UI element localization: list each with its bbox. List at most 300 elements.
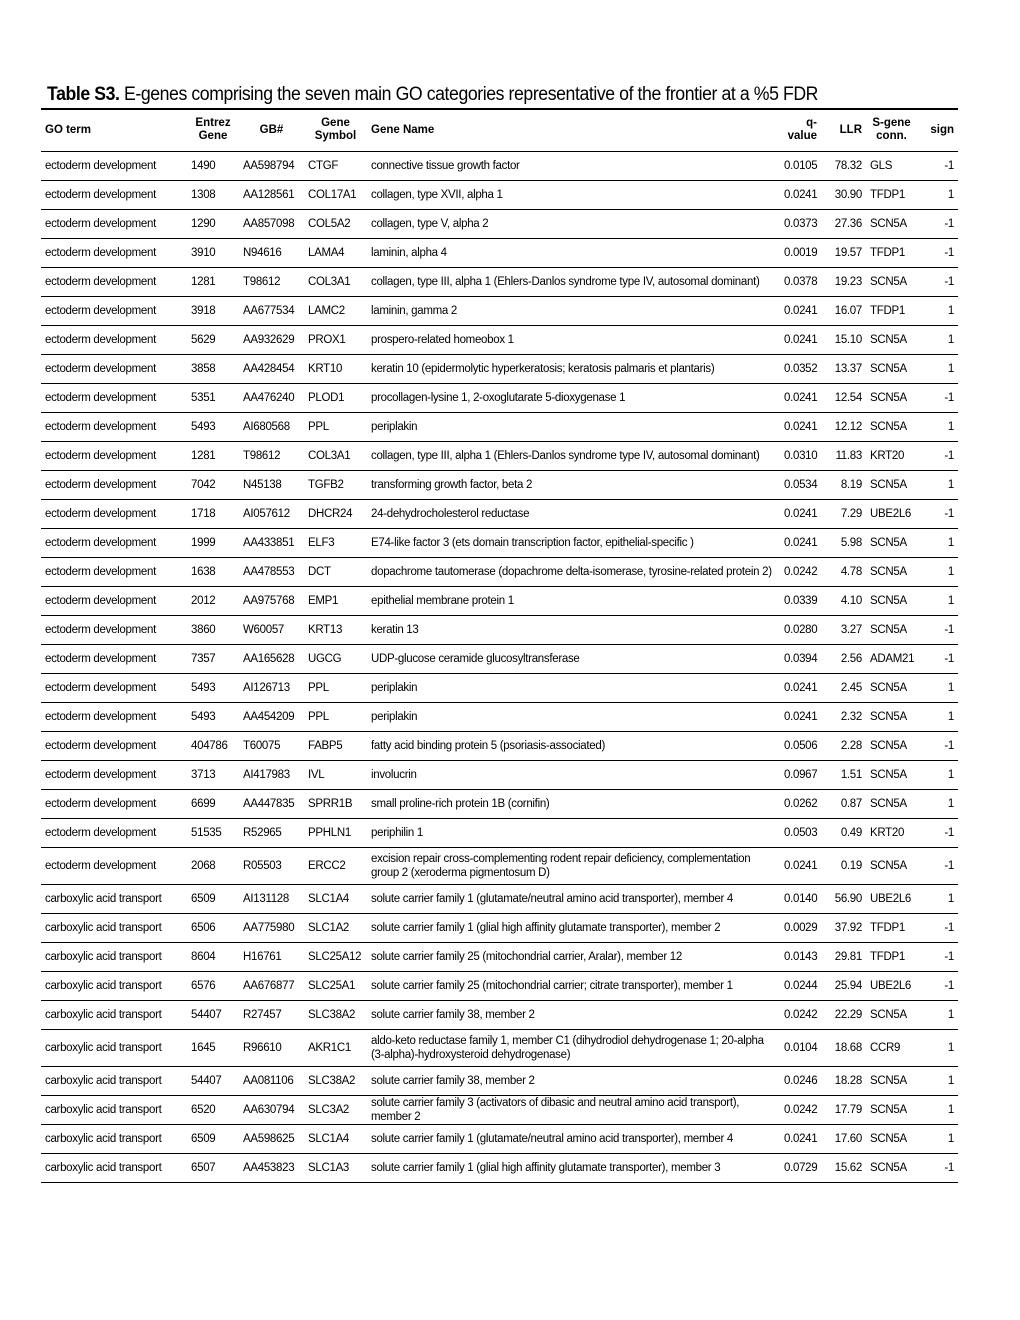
cell-gene-symbol: PPL [304, 702, 367, 731]
cell-entrez-gene: 1999 [187, 528, 239, 557]
cell-entrez-gene: 54407 [187, 1000, 239, 1029]
cell-sgene-conn: KRT20 [866, 441, 917, 470]
cell-sign: 1 [917, 1095, 958, 1124]
cell-gene-name: transforming growth factor, beta 2 [367, 470, 780, 499]
cell-sign: -1 [917, 913, 958, 942]
cell-sgene-conn: SCN5A [866, 702, 917, 731]
cell-gb-accession: AA476240 [239, 383, 304, 412]
cell-gb-accession: R52965 [239, 818, 304, 847]
table-row [41, 557, 958, 586]
cell-go-term: ectoderm development [41, 296, 187, 325]
cell-llr: 19.23 [821, 267, 866, 296]
cell-q-value: 0.0105 [780, 151, 821, 180]
cell-go-term: carboxylic acid transport [41, 913, 187, 942]
cell-gene-name: solute carrier family 1 (glial high affinity glutamate transporter), member 3 [367, 1153, 780, 1182]
cell-llr: 17.79 [821, 1095, 866, 1124]
cell-q-value: 0.0241 [780, 325, 821, 354]
cell-q-value: 0.0394 [780, 644, 821, 673]
cell-gb-accession: AA857098 [239, 209, 304, 238]
cell-q-value: 0.0104 [780, 1029, 821, 1066]
cell-sgene-conn: SCN5A [866, 209, 917, 238]
cell-gene-symbol: SLC3A2 [304, 1095, 367, 1124]
header-sign: sign [917, 109, 958, 151]
header-q-value: q- value [780, 109, 821, 151]
cell-go-term: ectoderm development [41, 528, 187, 557]
table-row [41, 789, 958, 818]
cell-sgene-conn: GLS [866, 151, 917, 180]
cell-q-value: 0.0262 [780, 789, 821, 818]
cell-gb-accession: AA598794 [239, 151, 304, 180]
cell-gene-name: keratin 13 [367, 615, 780, 644]
cell-gene-symbol: AKR1C1 [304, 1029, 367, 1066]
table-row [41, 180, 958, 209]
cell-go-term: ectoderm development [41, 644, 187, 673]
cell-entrez-gene: 5493 [187, 673, 239, 702]
table-row [41, 1066, 958, 1095]
cell-gene-symbol: PLOD1 [304, 383, 367, 412]
document-page [41, 84, 958, 1183]
cell-sign: -1 [917, 942, 958, 971]
cell-sign: 1 [917, 296, 958, 325]
cell-entrez-gene: 1645 [187, 1029, 239, 1066]
cell-gene-name: solute carrier family 25 (mitochondrial carrier; citrate transporter), member 1 [367, 971, 780, 1000]
cell-sign: 1 [917, 789, 958, 818]
cell-llr: 37.92 [821, 913, 866, 942]
cell-go-term: ectoderm development [41, 760, 187, 789]
cell-sgene-conn: SCN5A [866, 789, 917, 818]
cell-gb-accession: AA453823 [239, 1153, 304, 1182]
cell-llr: 2.45 [821, 673, 866, 702]
cell-gb-accession: AA433851 [239, 528, 304, 557]
cell-gene-symbol: LAMC2 [304, 296, 367, 325]
table-row [41, 354, 958, 383]
cell-sign: 1 [917, 1029, 958, 1066]
header-entrez-gene: Entrez Gene [187, 109, 239, 151]
cell-gene-name: solute carrier family 38, member 2 [367, 1000, 780, 1029]
cell-q-value: 0.0246 [780, 1066, 821, 1095]
cell-sgene-conn: SCN5A [866, 847, 917, 884]
cell-sgene-conn: SCN5A [866, 470, 917, 499]
cell-sign: 1 [917, 412, 958, 441]
cell-llr: 3.27 [821, 615, 866, 644]
cell-gene-name: keratin 10 (epidermolytic hyperkeratosis; keratosis palmaris et plantaris) [367, 354, 780, 383]
table-row [41, 731, 958, 760]
cell-q-value: 0.0029 [780, 913, 821, 942]
cell-llr: 1.51 [821, 760, 866, 789]
table-row [41, 673, 958, 702]
cell-gene-symbol: SLC38A2 [304, 1000, 367, 1029]
cell-q-value: 0.0241 [780, 383, 821, 412]
cell-sgene-conn: SCN5A [866, 1153, 917, 1182]
cell-gene-symbol: COL5A2 [304, 209, 367, 238]
cell-entrez-gene: 1490 [187, 151, 239, 180]
cell-gb-accession: T98612 [239, 441, 304, 470]
table-row [41, 151, 958, 180]
cell-gb-accession: AA165628 [239, 644, 304, 673]
cell-gb-accession: AA478553 [239, 557, 304, 586]
cell-sign: 1 [917, 470, 958, 499]
cell-sgene-conn: TFDP1 [866, 180, 917, 209]
cell-sgene-conn: KRT20 [866, 818, 917, 847]
cell-sgene-conn: SCN5A [866, 1000, 917, 1029]
cell-q-value: 0.0241 [780, 412, 821, 441]
cell-entrez-gene: 1638 [187, 557, 239, 586]
table-label: Table S3. [47, 84, 120, 105]
cell-gene-name: involucrin [367, 760, 780, 789]
cell-gene-symbol: CTGF [304, 151, 367, 180]
cell-gene-name: periplakin [367, 673, 780, 702]
cell-sign: 1 [917, 673, 958, 702]
cell-gene-symbol: SLC25A1 [304, 971, 367, 1000]
cell-gene-name: UDP-glucose ceramide glucosyltransferase [367, 644, 780, 673]
table-row [41, 1000, 958, 1029]
cell-gene-name: dopachrome tautomerase (dopachrome delta-isomerase, tyrosine-related protein 2) [367, 557, 780, 586]
cell-sgene-conn: SCN5A [866, 1066, 917, 1095]
header-llr: LLR [821, 109, 866, 151]
cell-entrez-gene: 3713 [187, 760, 239, 789]
cell-go-term: carboxylic acid transport [41, 1066, 187, 1095]
table-row [41, 383, 958, 412]
cell-gene-name: solute carrier family 1 (glutamate/neutral amino acid transporter), member 4 [367, 884, 780, 913]
cell-go-term: ectoderm development [41, 586, 187, 615]
cell-sgene-conn: SCN5A [866, 731, 917, 760]
cell-go-term: ectoderm development [41, 731, 187, 760]
cell-entrez-gene: 7357 [187, 644, 239, 673]
cell-sgene-conn: UBE2L6 [866, 499, 917, 528]
cell-sgene-conn: UBE2L6 [866, 884, 917, 913]
cell-q-value: 0.0241 [780, 847, 821, 884]
cell-gb-accession: AA428454 [239, 354, 304, 383]
cell-go-term: carboxylic acid transport [41, 884, 187, 913]
cell-sign: -1 [917, 818, 958, 847]
cell-q-value: 0.0241 [780, 528, 821, 557]
cell-go-term: ectoderm development [41, 238, 187, 267]
table-row [41, 209, 958, 238]
cell-gene-symbol: DCT [304, 557, 367, 586]
cell-sign: 1 [917, 884, 958, 913]
cell-go-term: ectoderm development [41, 557, 187, 586]
cell-go-term: carboxylic acid transport [41, 1029, 187, 1066]
header-go-term: GO term [41, 109, 187, 151]
cell-gb-accession: AA447835 [239, 789, 304, 818]
table-row [41, 528, 958, 557]
cell-gene-symbol: SPRR1B [304, 789, 367, 818]
cell-gb-accession: AI680568 [239, 412, 304, 441]
cell-q-value: 0.0967 [780, 760, 821, 789]
cell-q-value: 0.0310 [780, 441, 821, 470]
cell-llr: 13.37 [821, 354, 866, 383]
cell-llr: 29.81 [821, 942, 866, 971]
cell-gene-symbol: IVL [304, 760, 367, 789]
cell-llr: 19.57 [821, 238, 866, 267]
cell-gb-accession: AA932629 [239, 325, 304, 354]
cell-sgene-conn: SCN5A [866, 586, 917, 615]
cell-gene-symbol: PPHLN1 [304, 818, 367, 847]
table-row [41, 586, 958, 615]
cell-llr: 7.29 [821, 499, 866, 528]
cell-sign: 1 [917, 354, 958, 383]
cell-gene-name: aldo-keto reductase family 1, member C1 (dihydrodiol dehydrogenase 1; 20-alpha (3-alpha)-hydroxysteroid dehydrogenase) [367, 1029, 780, 1066]
cell-gene-symbol: PPL [304, 673, 367, 702]
cell-gb-accession: AA598625 [239, 1124, 304, 1153]
cell-gb-accession: AA128561 [239, 180, 304, 209]
cell-gene-symbol: SLC1A4 [304, 1124, 367, 1153]
cell-entrez-gene: 8604 [187, 942, 239, 971]
cell-gene-name: solute carrier family 25 (mitochondrial carrier, Aralar), member 12 [367, 942, 780, 971]
cell-gene-name: small proline-rich protein 1B (cornifin) [367, 789, 780, 818]
header-gb: GB# [239, 109, 304, 151]
cell-sgene-conn: SCN5A [866, 673, 917, 702]
cell-llr: 0.49 [821, 818, 866, 847]
cell-gene-name: collagen, type III, alpha 1 (Ehlers-Danlos syndrome type IV, autosomal dominant) [367, 267, 780, 296]
cell-sign: -1 [917, 441, 958, 470]
cell-sign: 1 [917, 702, 958, 731]
cell-q-value: 0.0241 [780, 499, 821, 528]
cell-go-term: ectoderm development [41, 441, 187, 470]
table-row [41, 499, 958, 528]
cell-q-value: 0.0241 [780, 702, 821, 731]
cell-q-value: 0.0503 [780, 818, 821, 847]
cell-entrez-gene: 5629 [187, 325, 239, 354]
cell-sign: 1 [917, 1000, 958, 1029]
cell-llr: 4.10 [821, 586, 866, 615]
cell-go-term: ectoderm development [41, 789, 187, 818]
cell-go-term: ectoderm development [41, 847, 187, 884]
table-row [41, 913, 958, 942]
cell-entrez-gene: 2068 [187, 847, 239, 884]
cell-gene-name: solute carrier family 38, member 2 [367, 1066, 780, 1095]
cell-gb-accession: AA775980 [239, 913, 304, 942]
cell-q-value: 0.0241 [780, 296, 821, 325]
cell-entrez-gene: 5493 [187, 702, 239, 731]
cell-go-term: ectoderm development [41, 470, 187, 499]
cell-gene-name: procollagen-lysine 1, 2-oxoglutarate 5-dioxygenase 1 [367, 383, 780, 412]
cell-gb-accession: AI126713 [239, 673, 304, 702]
cell-sgene-conn: SCN5A [866, 325, 917, 354]
cell-llr: 18.28 [821, 1066, 866, 1095]
cell-gene-symbol: FABP5 [304, 731, 367, 760]
cell-gene-name: prospero-related homeobox 1 [367, 325, 780, 354]
cell-sgene-conn: TFDP1 [866, 913, 917, 942]
header-gene-symbol: Gene Symbol [304, 109, 367, 151]
cell-entrez-gene: 6509 [187, 1124, 239, 1153]
cell-q-value: 0.0373 [780, 209, 821, 238]
cell-gene-name: periphilin 1 [367, 818, 780, 847]
cell-sign: -1 [917, 615, 958, 644]
cell-q-value: 0.0241 [780, 180, 821, 209]
table-row [41, 1029, 958, 1066]
cell-go-term: ectoderm development [41, 702, 187, 731]
cell-entrez-gene: 5493 [187, 412, 239, 441]
cell-entrez-gene: 1281 [187, 441, 239, 470]
cell-entrez-gene: 3860 [187, 615, 239, 644]
cell-llr: 78.32 [821, 151, 866, 180]
egenes-table [41, 108, 958, 1183]
cell-gene-name: solute carrier family 1 (glial high affinity glutamate transporter), member 2 [367, 913, 780, 942]
cell-q-value: 0.0729 [780, 1153, 821, 1182]
cell-llr: 30.90 [821, 180, 866, 209]
cell-gb-accession: AA081106 [239, 1066, 304, 1095]
cell-entrez-gene: 6506 [187, 913, 239, 942]
cell-gene-symbol: SLC38A2 [304, 1066, 367, 1095]
cell-llr: 0.19 [821, 847, 866, 884]
cell-q-value: 0.0241 [780, 673, 821, 702]
cell-gene-symbol: PPL [304, 412, 367, 441]
cell-gb-accession: N45138 [239, 470, 304, 499]
cell-sign: -1 [917, 731, 958, 760]
table-row [41, 615, 958, 644]
cell-gb-accession: AA975768 [239, 586, 304, 615]
cell-q-value: 0.0339 [780, 586, 821, 615]
cell-gene-name: collagen, type XVII, alpha 1 [367, 180, 780, 209]
table-row [41, 441, 958, 470]
cell-sgene-conn: SCN5A [866, 383, 917, 412]
cell-sgene-conn: TFDP1 [866, 238, 917, 267]
cell-sign: 1 [917, 760, 958, 789]
cell-gene-name: excision repair cross-complementing rodent repair deficiency, complementation group 2 (xeroderma pigmentosum D) [367, 847, 780, 884]
cell-gene-name: collagen, type III, alpha 1 (Ehlers-Danlos syndrome type IV, autosomal dominant) [367, 441, 780, 470]
cell-sgene-conn: SCN5A [866, 557, 917, 586]
cell-q-value: 0.0019 [780, 238, 821, 267]
table-row [41, 884, 958, 913]
table-caption: E-genes comprising the seven main GO categories representative of the frontier at a %5 FDR [119, 84, 819, 105]
cell-llr: 12.54 [821, 383, 866, 412]
table-row [41, 702, 958, 731]
cell-entrez-gene: 6507 [187, 1153, 239, 1182]
cell-gene-symbol: COL3A1 [304, 267, 367, 296]
cell-sgene-conn: TFDP1 [866, 296, 917, 325]
cell-gb-accession: AA676877 [239, 971, 304, 1000]
table-row [41, 470, 958, 499]
cell-q-value: 0.0280 [780, 615, 821, 644]
cell-go-term: carboxylic acid transport [41, 971, 187, 1000]
cell-gb-accession: R96610 [239, 1029, 304, 1066]
table-row [41, 267, 958, 296]
cell-go-term: ectoderm development [41, 267, 187, 296]
cell-go-term: ectoderm development [41, 615, 187, 644]
cell-go-term: carboxylic acid transport [41, 1153, 187, 1182]
cell-gb-accession: AA677534 [239, 296, 304, 325]
cell-entrez-gene: 6576 [187, 971, 239, 1000]
cell-entrez-gene: 3918 [187, 296, 239, 325]
cell-gb-accession: W60057 [239, 615, 304, 644]
cell-gb-accession: AI417983 [239, 760, 304, 789]
cell-sign: -1 [917, 209, 958, 238]
cell-gene-name: periplakin [367, 702, 780, 731]
cell-sign: -1 [917, 847, 958, 884]
cell-llr: 2.32 [821, 702, 866, 731]
cell-sgene-conn: TFDP1 [866, 942, 917, 971]
cell-llr: 2.56 [821, 644, 866, 673]
cell-gene-symbol: KRT10 [304, 354, 367, 383]
cell-gene-symbol: UGCG [304, 644, 367, 673]
cell-sign: 1 [917, 528, 958, 557]
cell-entrez-gene: 6699 [187, 789, 239, 818]
cell-gene-name: connective tissue growth factor [367, 151, 780, 180]
cell-llr: 27.36 [821, 209, 866, 238]
cell-entrez-gene: 1308 [187, 180, 239, 209]
cell-gb-accession: H16761 [239, 942, 304, 971]
cell-entrez-gene: 1281 [187, 267, 239, 296]
cell-gene-symbol: SLC25A12 [304, 942, 367, 971]
cell-gene-symbol: COL3A1 [304, 441, 367, 470]
cell-gene-symbol: LAMA4 [304, 238, 367, 267]
cell-gene-symbol: TGFB2 [304, 470, 367, 499]
cell-llr: 8.19 [821, 470, 866, 499]
cell-llr: 17.60 [821, 1124, 866, 1153]
cell-sign: -1 [917, 644, 958, 673]
cell-llr: 2.28 [821, 731, 866, 760]
cell-sign: -1 [917, 1153, 958, 1182]
cell-go-term: ectoderm development [41, 354, 187, 383]
cell-gene-symbol: PROX1 [304, 325, 367, 354]
cell-q-value: 0.0506 [780, 731, 821, 760]
cell-go-term: ectoderm development [41, 180, 187, 209]
cell-llr: 25.94 [821, 971, 866, 1000]
cell-go-term: ectoderm development [41, 412, 187, 441]
cell-q-value: 0.0143 [780, 942, 821, 971]
table-row [41, 325, 958, 354]
header-sgene-conn: S-gene conn. [866, 109, 917, 151]
cell-sgene-conn: SCN5A [866, 267, 917, 296]
cell-sgene-conn: UBE2L6 [866, 971, 917, 1000]
cell-entrez-gene: 1718 [187, 499, 239, 528]
cell-llr: 56.90 [821, 884, 866, 913]
cell-sign: -1 [917, 238, 958, 267]
cell-gene-symbol: ELF3 [304, 528, 367, 557]
cell-llr: 15.10 [821, 325, 866, 354]
cell-go-term: ectoderm development [41, 151, 187, 180]
table-row [41, 818, 958, 847]
table-body [41, 151, 958, 1182]
cell-q-value: 0.0534 [780, 470, 821, 499]
header-row [41, 109, 958, 151]
cell-go-term: carboxylic acid transport [41, 1095, 187, 1124]
cell-gb-accession: N94616 [239, 238, 304, 267]
table-row [41, 971, 958, 1000]
cell-gb-accession: R05503 [239, 847, 304, 884]
cell-sgene-conn: SCN5A [866, 1124, 917, 1153]
cell-go-term: ectoderm development [41, 818, 187, 847]
cell-sign: 1 [917, 1066, 958, 1095]
cell-gene-symbol: SLC1A2 [304, 913, 367, 942]
cell-llr: 16.07 [821, 296, 866, 325]
table-row [41, 760, 958, 789]
cell-sgene-conn: ADAM21 [866, 644, 917, 673]
table-row [41, 644, 958, 673]
cell-sign: 1 [917, 586, 958, 615]
cell-go-term: ectoderm development [41, 325, 187, 354]
cell-sign: 1 [917, 557, 958, 586]
cell-entrez-gene: 3858 [187, 354, 239, 383]
table-row [41, 296, 958, 325]
cell-go-term: carboxylic acid transport [41, 1000, 187, 1029]
cell-q-value: 0.0242 [780, 1095, 821, 1124]
cell-llr: 22.29 [821, 1000, 866, 1029]
cell-llr: 4.78 [821, 557, 866, 586]
table-row [41, 1124, 958, 1153]
cell-go-term: carboxylic acid transport [41, 942, 187, 971]
cell-sgene-conn: SCN5A [866, 528, 917, 557]
cell-entrez-gene: 1290 [187, 209, 239, 238]
table-row [41, 1153, 958, 1182]
cell-gb-accession: AA454209 [239, 702, 304, 731]
cell-gb-accession: AI057612 [239, 499, 304, 528]
cell-gene-name: laminin, alpha 4 [367, 238, 780, 267]
cell-gb-accession: R27457 [239, 1000, 304, 1029]
cell-go-term: ectoderm development [41, 383, 187, 412]
cell-go-term: ectoderm development [41, 499, 187, 528]
